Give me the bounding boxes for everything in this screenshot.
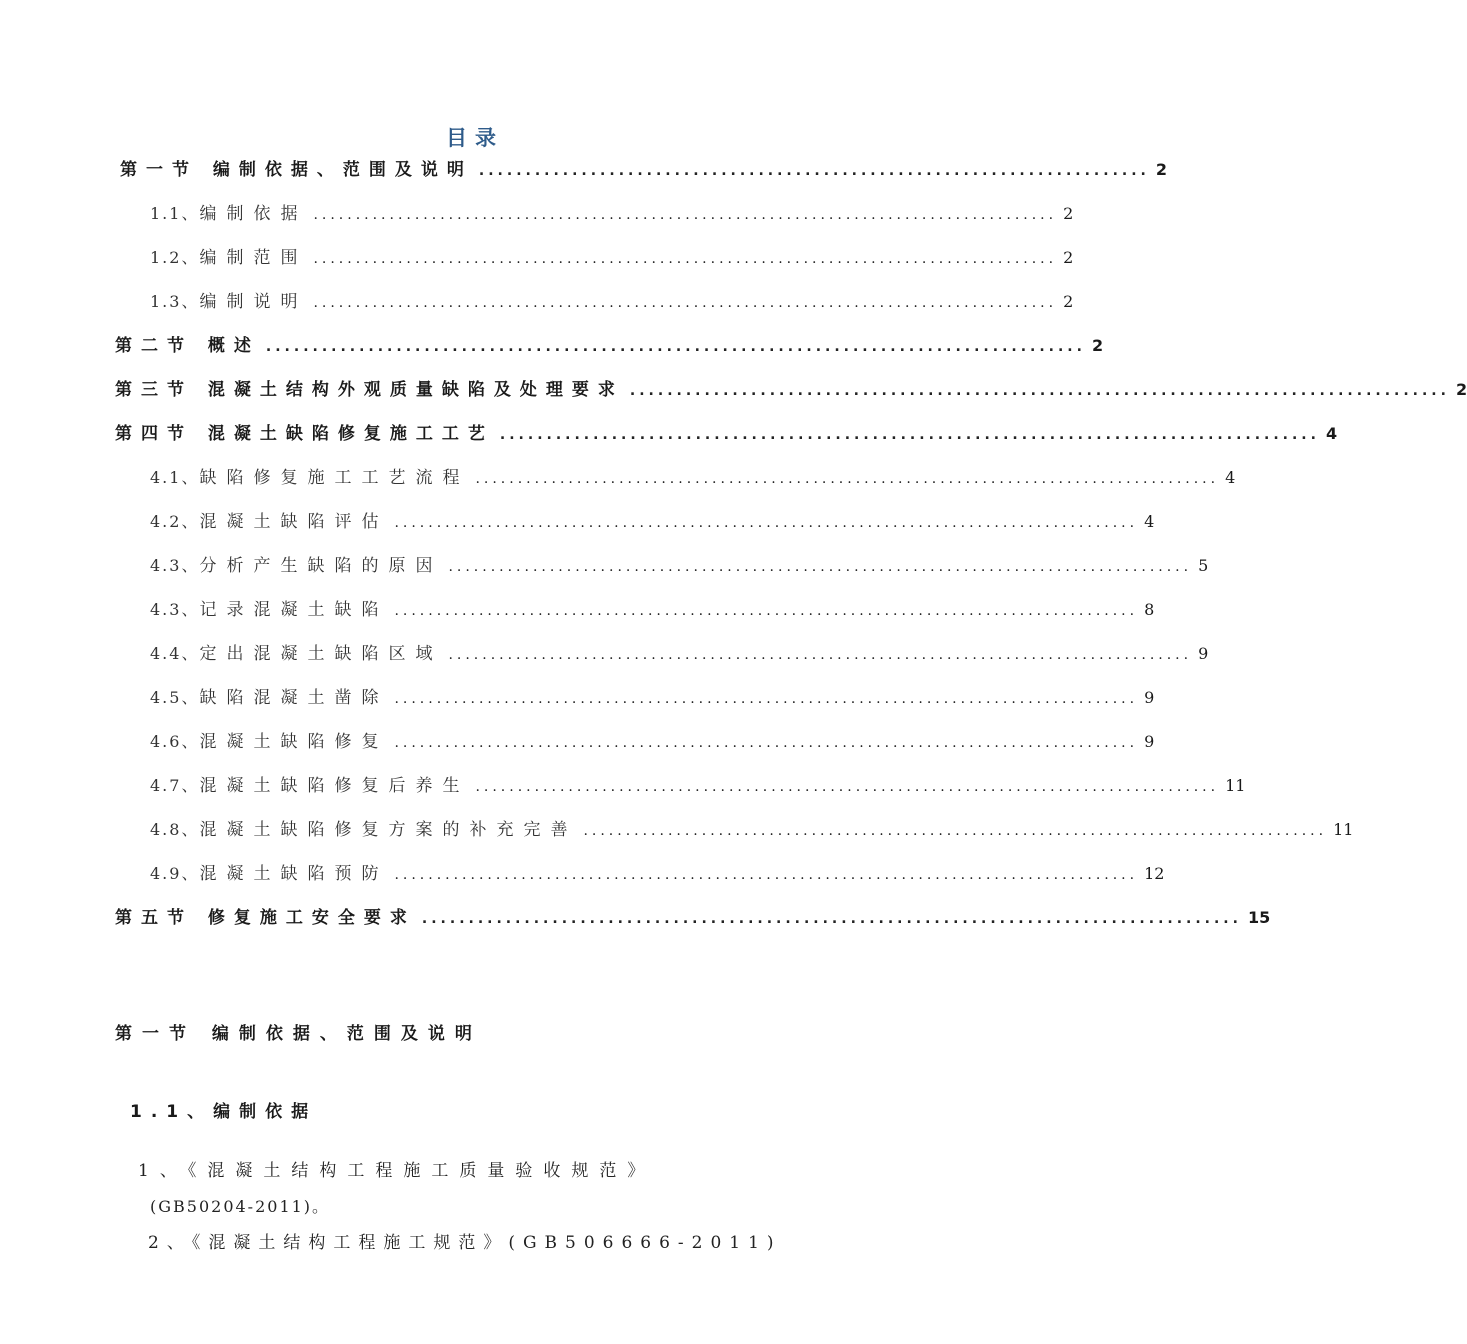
toc-entry-number: 1.3、 [150, 292, 200, 311]
toc-entry-number: 4.3、 [150, 556, 200, 575]
toc-entry-page: 11 [1333, 820, 1354, 839]
toc-entry-6[interactable] [115, 419, 1338, 444]
toc-entry-9[interactable] [150, 551, 1209, 576]
toc-entry-page: 8 [1144, 600, 1155, 619]
toc-dot-leader: ........................................................................................ [499, 427, 1320, 443]
toc-entry-label: 分析产生缺陷的原因 [199, 556, 443, 576]
toc-entry-number: 4.2、 [150, 512, 200, 531]
toc-entry-number: 4.6、 [150, 732, 200, 751]
toc-dot-leader: ........................................................................................ [475, 779, 1220, 795]
toc-entry-label: 混凝土缺陷预防 [199, 864, 389, 884]
toc-entry-12[interactable] [150, 683, 1155, 708]
toc-entry-label: 缺陷修复施工工艺流程 [199, 468, 470, 488]
toc-entry-label: 第二节 概述 [115, 336, 260, 356]
toc-entry-label: 第三节 混凝土结构外观质量缺陷及处理要求 [115, 380, 624, 400]
toc-entry-page: 2 [1063, 248, 1074, 267]
toc-entry-page: 4 [1144, 512, 1155, 531]
toc-dot-leader: ........................................................................................ [629, 383, 1450, 399]
toc-dot-leader: ........................................................................................ [313, 251, 1058, 267]
toc-entry-number: 1.2、 [150, 248, 200, 267]
subsection-heading: 1.1、编制依据 [130, 1102, 318, 1122]
toc-entry-label: 混凝土缺陷修复 [199, 732, 389, 752]
toc-dot-leader: ........................................................................................ [394, 603, 1139, 619]
toc-entry-label: 混凝土缺陷修复方案的补充完善 [199, 820, 578, 840]
toc-entry-17[interactable] [115, 903, 1271, 928]
toc-dot-leader: ........................................................................ [478, 163, 1150, 179]
toc-entry-number: 4.5、 [150, 688, 200, 707]
toc-entry-number: 4.9、 [150, 864, 200, 883]
toc-dot-leader: ........................................................................................ [313, 295, 1058, 311]
section-heading: 第一节 编制依据、范围及说明 [115, 1024, 482, 1044]
toc-entry-2[interactable] [150, 243, 1074, 268]
toc-entry-4[interactable] [115, 331, 1104, 356]
toc-entry-page: 15 [1247, 908, 1271, 927]
toc-entry-page: 4 [1325, 424, 1338, 443]
toc-entry-label: 编制依据 [199, 204, 308, 224]
toc-entry-page: 9 [1144, 688, 1155, 707]
toc-dot-leader: ........................................................................................ [394, 867, 1139, 883]
reference-item-1-code: (GB50204-2011)。 [150, 1197, 331, 1216]
toc-entry-3[interactable] [150, 287, 1074, 312]
toc-entry-10[interactable] [150, 595, 1155, 620]
toc-entry-13[interactable] [150, 727, 1155, 752]
toc-dot-leader: ........................................................................................ [265, 339, 1086, 355]
toc-entry-11[interactable] [150, 639, 1209, 664]
toc-dot-leader: ........................................................................................ [421, 911, 1242, 927]
reference-item-2: 2、《混凝土结构工程施工规范》(GB506666-2011) [148, 1233, 782, 1253]
toc-entry-1[interactable] [150, 199, 1074, 224]
toc-entry-14[interactable] [150, 771, 1246, 796]
toc-entry-0[interactable] [120, 155, 1167, 180]
toc-entry-label: 第五节 修复施工安全要求 [115, 908, 416, 928]
toc-entry-label: 编制范围 [199, 248, 308, 268]
toc-entry-page: 11 [1225, 776, 1246, 795]
toc-entry-page: 2 [1155, 160, 1167, 179]
toc-entry-label: 第四节 混凝土缺陷修复施工工艺 [115, 424, 494, 444]
toc-dot-leader: ........................................................................................ [313, 207, 1058, 223]
toc-title: 目录 [446, 126, 504, 150]
toc-entry-page: 12 [1144, 864, 1165, 883]
toc-entry-label: 编制说明 [199, 292, 308, 312]
toc-entry-page: 9 [1198, 644, 1209, 663]
toc-entry-label: 混凝土缺陷修复后养生 [199, 776, 470, 796]
toc-entry-15[interactable] [150, 815, 1354, 840]
toc-dot-leader: ........................................................................................ [394, 691, 1139, 707]
toc-entry-16[interactable] [150, 859, 1165, 884]
toc-entry-7[interactable] [150, 463, 1236, 488]
toc-dot-leader: ........................................................................................ [394, 735, 1139, 751]
toc-entry-label: 记录混凝土缺陷 [199, 600, 389, 620]
toc-entry-label: 定出混凝土缺陷区域 [199, 644, 443, 664]
toc-entry-number: 4.1、 [150, 468, 200, 487]
toc-entry-page: 2 [1063, 204, 1074, 223]
toc-entry-page: 2 [1091, 336, 1104, 355]
toc-entry-number: 4.4、 [150, 644, 200, 663]
toc-dot-leader: ........................................................................................ [583, 823, 1328, 839]
toc-entry-8[interactable] [150, 507, 1155, 532]
toc-entry-page: 2 [1455, 380, 1467, 399]
toc-entry-page: 5 [1198, 556, 1209, 575]
reference-item-1: 1、《混凝土结构工程施工质量验收规范》 [138, 1161, 656, 1181]
toc-entry-label: 混凝土缺陷评估 [199, 512, 389, 532]
toc-entry-label: 第一节 编制依据、范围及说明 [120, 160, 473, 180]
toc-entry-label: 缺陷混凝土凿除 [199, 688, 389, 708]
toc-entry-page: 4 [1225, 468, 1236, 487]
toc-dot-leader: ........................................................................................ [448, 559, 1193, 575]
toc-entry-number: 1.1、 [150, 204, 200, 223]
toc-dot-leader: ........................................................................................ [394, 515, 1139, 531]
toc-entry-number: 4.3、 [150, 600, 200, 619]
toc-entry-5[interactable] [115, 375, 1467, 400]
toc-entry-number: 4.8、 [150, 820, 200, 839]
toc-entry-page: 2 [1063, 292, 1074, 311]
toc-entry-number: 4.7、 [150, 776, 200, 795]
toc-dot-leader: ........................................................................................ [448, 647, 1193, 663]
toc-entry-page: 9 [1144, 732, 1155, 751]
toc-dot-leader: ........................................................................................ [475, 471, 1220, 487]
